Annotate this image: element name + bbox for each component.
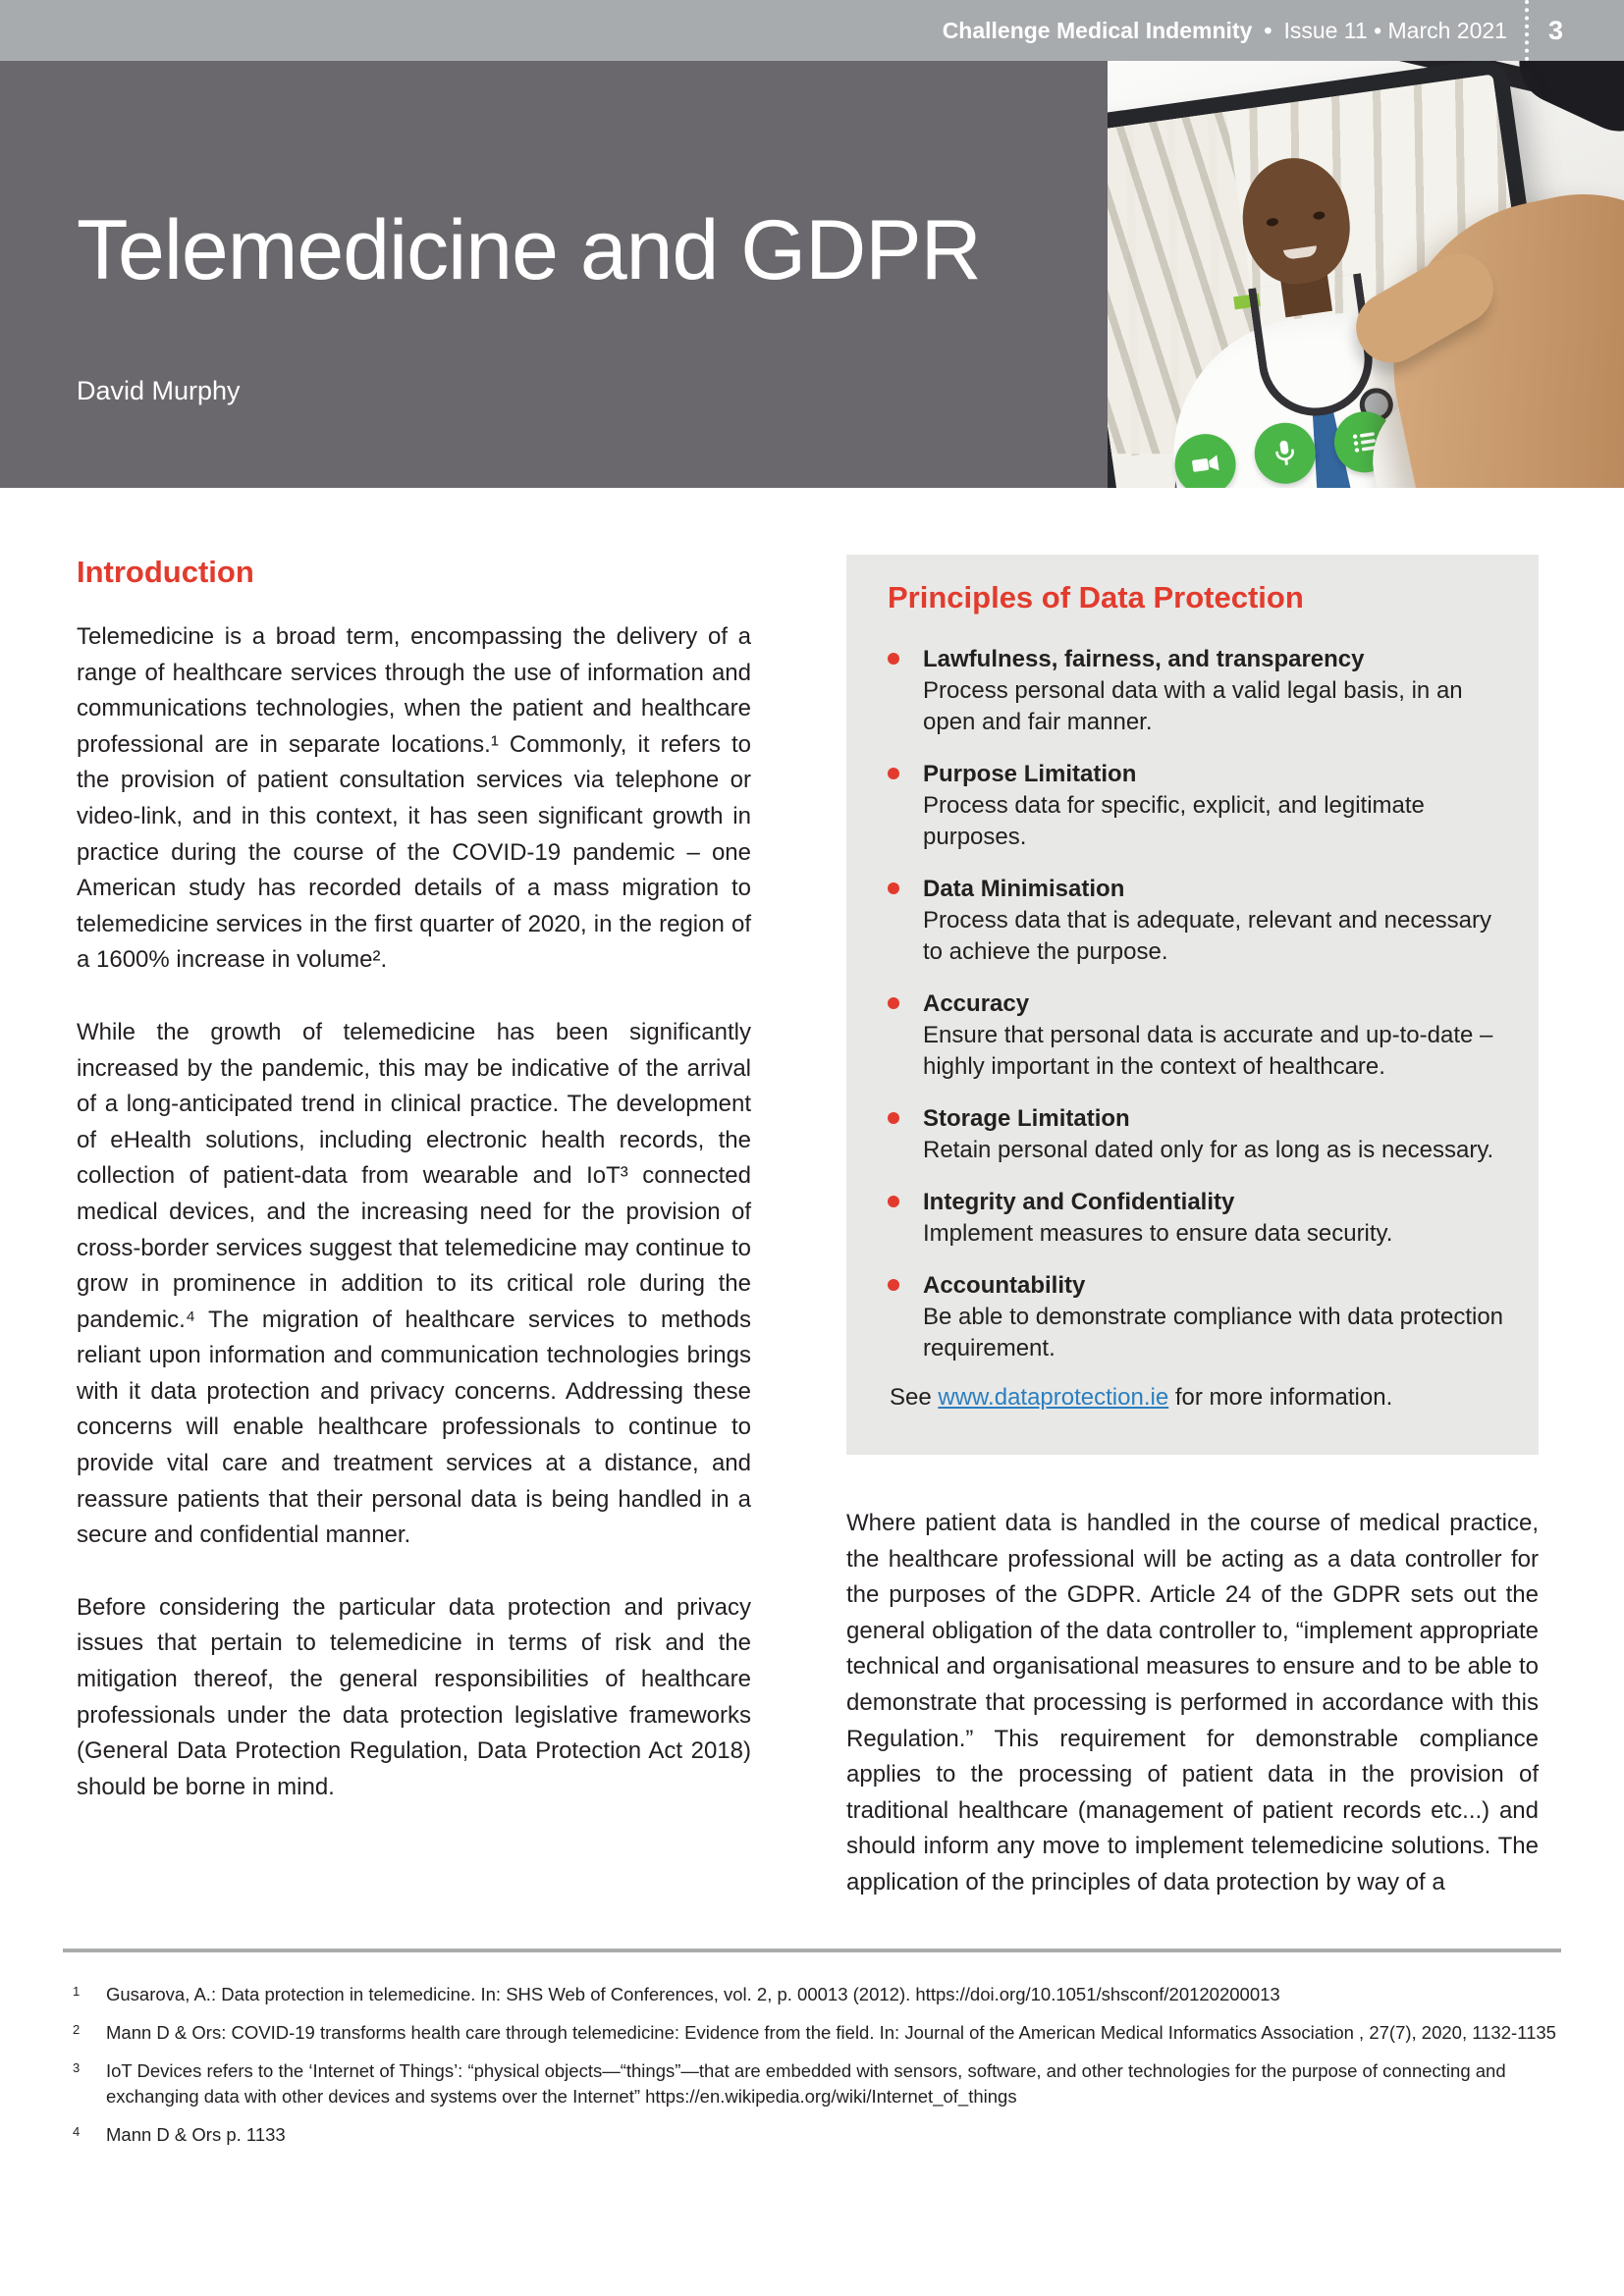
- dataprotection-link[interactable]: www.dataprotection.ie: [938, 1384, 1169, 1411]
- principle-desc: Ensure that personal data is accurate and up-to-date – highly important in the context of healthcare.: [923, 1022, 1493, 1080]
- footnote-text: IoT Devices refers to the ‘Internet of Things’: “physical objects—“things”—that are embedded with sensors, software, and other technologies for the purpose of connecting and exchanging data with other devices and systems over the Internet” https://en.wikipedia.org/wiki/Internet_of_things: [106, 2059, 1506, 2107]
- eye: [1313, 211, 1326, 221]
- smile: [1283, 245, 1318, 260]
- bullet-dot-icon: [888, 1112, 899, 1124]
- see-more-line: [888, 1384, 1503, 1412]
- principle-title: Data Minimisation: [923, 876, 1125, 902]
- right-column: [846, 555, 1539, 1901]
- principle-item: [888, 873, 1503, 968]
- footnote: [63, 2020, 1561, 2046]
- header-bar: [0, 0, 1624, 61]
- intro-paragraph: Telemedicine is a broad term, encompassing the delivery of a range of healthcare services through the use of information and communications technologies, when the patient and healthcare professional are in separate locations.¹ Commonly, it refers to the provision of patient consultation services via telephone or video-link, and in this context, it has seen significant growth in practice during the course of the COVID-19 pandemic – one American study has recorded details of a mass migration to telemedicine services in the first quarter of 2020, in the region of a 1600% increase in volume².: [77, 623, 751, 974]
- footnotes-section: [63, 1949, 1561, 2148]
- introduction-heading: Introduction: [77, 555, 254, 589]
- principle-title: Storage Limitation: [923, 1105, 1130, 1132]
- see-suffix: for more information.: [1168, 1384, 1393, 1411]
- principle-title: Purpose Limitation: [923, 761, 1137, 787]
- principle-title: Accountability: [923, 1272, 1086, 1299]
- principle-item: [888, 643, 1503, 738]
- article-title: Telemedicine and GDPR: [77, 203, 981, 297]
- footnote: [63, 2058, 1561, 2109]
- microphone-icon: [1251, 419, 1320, 488]
- footnote-text: Mann D & Ors p. 1133: [106, 2123, 286, 2145]
- bullet-separator: •: [1264, 17, 1272, 43]
- article-body: [0, 488, 1624, 1901]
- intro-paragraph: Before considering the particular data protection and privacy issues that pertain to telemedicine in terms of risk and the mitigation thereof, the general responsibilities of healthcare professionals under the data protection legislative frameworks (General Data Protection Regulation, Data Protection Act 2018) should be borne in mind.: [77, 1593, 751, 1800]
- footnote-text: Mann D & Ors: COVID-19 transforms health care through telemedicine: Evidence from the field. In: Journal of the American Medical Informatics Association , 27(7), 2020, 1132-1135: [106, 2021, 1556, 2043]
- gdpr-paragraph: Where patient data is handled in the course of medical practice, the healthcare professional will be acting as a data controller for the purposes of the GDPR. Article 24 of the GDPR sets out the general obligation of the data controller to, “implement appropriate technical and organisational measures to ensure and to be able to demonstrate that processing is performed in accordance with this Regulation.” This requirement for demonstrable compliance applies to the processing of patient data in the provision of traditional healthcare (management of patient records etc...) and should inform any move to implement telemedicine solutions. The application of the principles of data protection by way of a: [846, 1510, 1539, 1896]
- principle-desc: Process data for specific, explicit, and legitimate purposes.: [923, 792, 1425, 850]
- hero-title-block: [0, 61, 1108, 488]
- principles-heading: Principles of Data Protection: [888, 580, 1304, 614]
- footnote: [63, 1982, 1561, 2007]
- bullet-dot-icon: [888, 1196, 899, 1207]
- page-number: 3: [1547, 15, 1563, 45]
- principle-desc: Process data that is adequate, relevant and necessary to achieve the purpose.: [923, 907, 1492, 965]
- stethoscope-tube-icon: [1506, 61, 1624, 144]
- principle-desc: Process personal data with a valid legal basis, in an open and fair manner.: [923, 677, 1463, 735]
- left-column: [77, 555, 751, 1901]
- intro-paragraph: While the growth of telemedicine has been significantly increased by the pandemic, this may be indicative of the arrival of a long-anticipated trend in clinical practice. The development of eHealth solutions, including electronic health records, the collection of patient-data from wearable and IoT³ connected medical devices, and the increasing need for the provision of cross-border services suggest that telemedicine may continue to grow in prominence in addition to its critical role during the pandemic.⁴ The migration of healthcare services to methods reliant upon information and communication technologies brings with it data protection and privacy concerns. Addressing these concerns will enable healthcare professionals to continue to provide vital care and treatment services at a distance, and reassure patients that their personal data is being handled in a secure and confidential manner.: [77, 1018, 751, 1549]
- bullet-dot-icon: [888, 768, 899, 779]
- eye: [1266, 217, 1278, 227]
- principle-item: [888, 988, 1503, 1083]
- principle-item: [888, 1186, 1503, 1250]
- principle-title: Accuracy: [923, 990, 1030, 1017]
- principle-item: [888, 1269, 1503, 1364]
- bullet-dot-icon: [888, 1279, 899, 1291]
- video-camera-icon: [1171, 430, 1240, 488]
- bullet-dot-icon: [888, 653, 899, 665]
- article-author: David Murphy: [77, 376, 241, 405]
- issue-date: Issue 11 • March 2021: [1283, 17, 1507, 43]
- footnote-number: 1: [73, 1983, 81, 1999]
- footnote-number: 3: [73, 2059, 81, 2075]
- principle-item: [888, 1102, 1503, 1166]
- telemedicine-photo: [1108, 61, 1624, 488]
- principle-item: [888, 758, 1503, 853]
- footnote-number: 4: [73, 2123, 81, 2139]
- hero-banner: [0, 61, 1624, 488]
- dotted-divider: [1525, 0, 1529, 61]
- bullet-dot-icon: [888, 997, 899, 1009]
- principle-desc: Be able to demonstrate compliance with data protection requirement.: [923, 1304, 1504, 1362]
- principle-title: Integrity and Confidentiality: [923, 1189, 1235, 1215]
- principle-title: Lawfulness, fairness, and transparency: [923, 646, 1365, 672]
- footnote-text: Gusarova, A.: Data protection in telemedicine. In: SHS Web of Conferences, vol. 2, p. 00013 (2012). https://doi.org/10.1051/shsconf/20120200013: [106, 1983, 1280, 2004]
- principles-box: [846, 555, 1539, 1455]
- principle-desc: Retain personal dated only for as long as is necessary.: [923, 1137, 1494, 1163]
- footnote: [63, 2122, 1561, 2148]
- footnote-number: 2: [73, 2021, 81, 2037]
- principle-desc: Implement measures to ensure data security.: [923, 1220, 1393, 1247]
- bullet-dot-icon: [888, 882, 899, 894]
- see-prefix: See: [890, 1384, 939, 1411]
- publication-name: Challenge Medical Indemnity: [942, 17, 1253, 43]
